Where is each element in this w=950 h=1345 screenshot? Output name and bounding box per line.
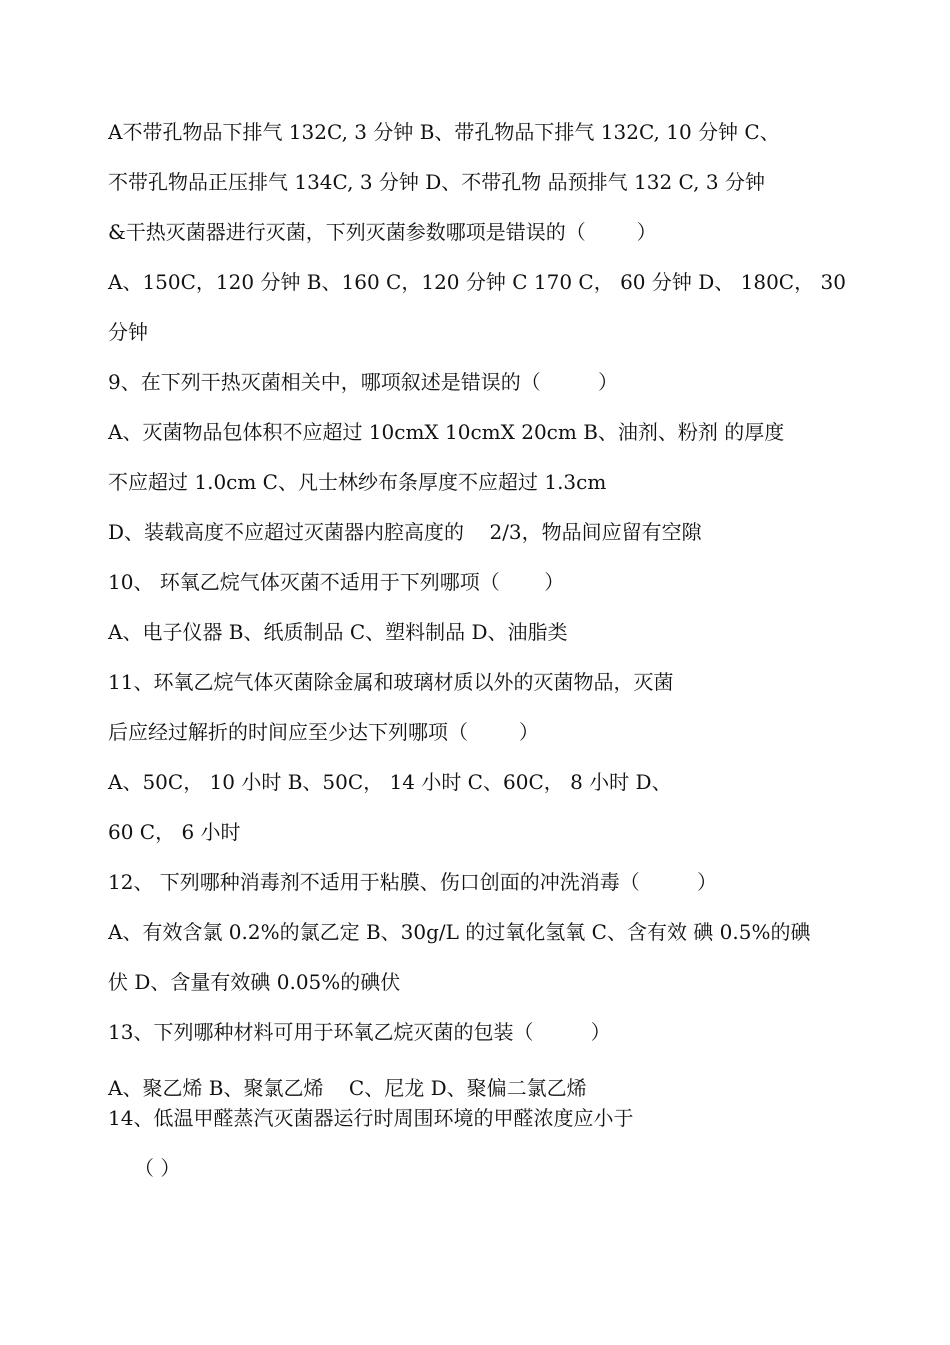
question-8-options-1: A、150C，120 分钟 B、160 C，120 分钟 C 170 C， 60 分钟 D、 180C， 30 xyxy=(108,270,846,294)
question-11-options-1: A、50C， 10 小时 B、50C， 14 小时 C、60C， 8 小时 D、 xyxy=(108,770,672,794)
question-11-line-1: 11、环氧乙烷气体灭菌除金属和玻璃材质以外的灭菌物品，灭菌 xyxy=(108,670,674,694)
question-11-line-2: 后应经过解折的时间应至少达下列哪项（ ） xyxy=(108,720,539,744)
question-14: 14、低温甲醛蒸汽灭菌器运行时周围环境的甲醛浓度应小于 xyxy=(108,1106,634,1130)
question-9-options-3: D、装载高度不应超过灭菌器内腔高度的 2/3，物品间应留有空隙 xyxy=(108,520,702,544)
question-12-options-2: 伏 D、含量有效碘 0.05%的碘伏 xyxy=(108,970,401,994)
question-10: 10、 环氧乙烷气体灭菌不适用于下列哪项（ ） xyxy=(108,570,565,594)
question-13: 13、下列哪种材料可用于环氧乙烷灭菌的包装（ ） xyxy=(108,1020,611,1044)
question-8: &干热灭菌器进行灭菌，下列灭菌参数哪项是错误的（ ） xyxy=(108,220,657,244)
option-line-steam-params-1: A不带孔物品下排气 132C, 3 分钟 B、带孔物品下排气 132C, 10 分钟 C、 xyxy=(108,120,780,144)
question-8-options-2: 分钟 xyxy=(108,320,148,344)
question-11-options-2: 60 C， 6 小时 xyxy=(108,820,241,844)
question-9-options-2: 不应超过 1.0cm C、凡士林纱布条厚度不应超过 1.3cm xyxy=(108,470,607,494)
question-14-answer-blank: （ ） xyxy=(134,1156,181,1180)
question-13-options: A、聚乙烯 B、聚氯乙烯 C、尼龙 D、聚偏二氯乙烯 xyxy=(108,1076,587,1100)
question-10-options: A、电子仪器 B、纸质制品 C、塑料制品 D、油脂类 xyxy=(108,620,568,644)
option-line-steam-params-2: 不带孔物品正压排气 134C, 3 分钟 D、不带孔物 品预排气 132 C, 3 分钟 xyxy=(108,170,765,194)
question-9: 9、在下列干热灭菌相关中，哪项叙述是错误的（ ） xyxy=(108,370,618,394)
question-12: 12、 下列哪种消毒剂不适用于粘膜、伤口创面的冲洗消毒（ ） xyxy=(108,870,718,894)
question-12-options-1: A、有效含氯 0.2%的氯乙定 B、30g/L 的过氧化氢氧 C、含有效 碘 0.5%的碘 xyxy=(108,920,811,944)
question-9-options-1: A、灭菌物品包体积不应超过 10cmX 10cmX 20cm B、油剂、粉剂 的厚度 xyxy=(108,420,785,444)
